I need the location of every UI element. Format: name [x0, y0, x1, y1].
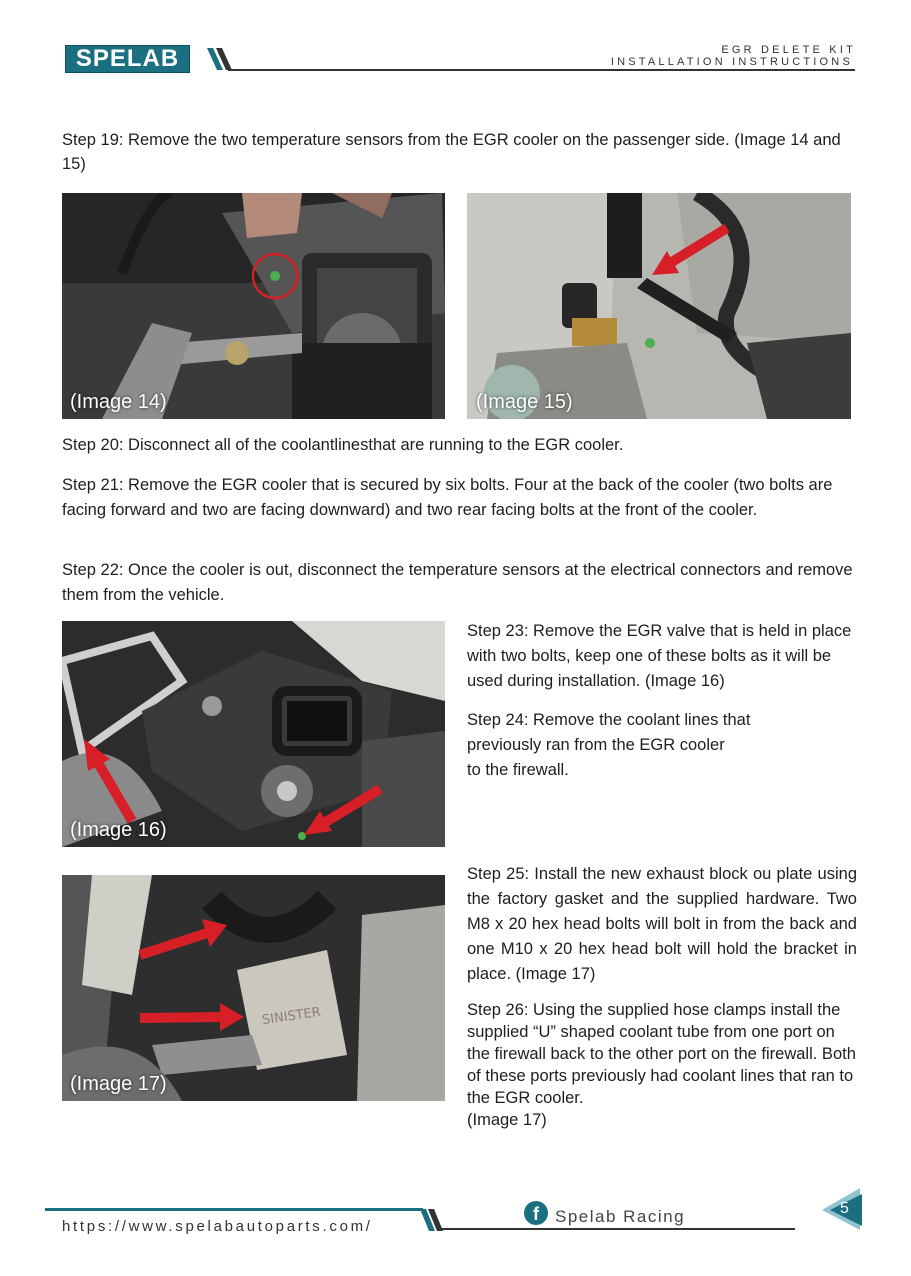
step-24-text — [467, 708, 862, 783]
spelab-logo: SPELAB — [65, 45, 190, 73]
step-24-line-1: Step 24: Remove the coolant lines that — [467, 711, 751, 729]
step-20-text: Step 20: Disconnect all of the coolantlinesthat are running to the EGR cooler. — [62, 436, 624, 454]
page-number: 5 — [840, 1200, 849, 1217]
image-15 — [467, 193, 851, 419]
header-rule — [228, 69, 855, 71]
footer-rule-teal — [45, 1208, 423, 1211]
step-21-text: Step 21: Remove the EGR cooler that is secured by six bolts. Four at the back of the cooler (two bolts are facing forward and two are facing downward) and two rear facing bolts at the front of the cooler. — [62, 476, 833, 519]
header-title — [610, 44, 856, 68]
image-17-caption: (Image 17) — [70, 1073, 167, 1095]
svg-text:SINISTER: SINISTER — [261, 1004, 322, 1029]
header-title-line2: INSTALLATION INSTRUCTIONS — [610, 56, 853, 68]
step-24-line-3: to the firewall. — [467, 761, 569, 779]
header-title-line1: EGR DELETE KIT — [721, 44, 856, 56]
image-16-caption: (Image 16) — [70, 819, 167, 841]
image-14 — [62, 193, 445, 419]
step-24-line-2: previously ran from the EGR cooler — [467, 736, 725, 754]
footer-rule-dark — [440, 1228, 795, 1230]
step-25-text: Step 25: Install the new exhaust block ou plate using the factory gasket and the supplied hardware. Two M8 x 20 hex head bolts will bolt in from the back and one M10 x 20 hex head bolt will hold the bracket in place. (Image 17) — [467, 865, 857, 983]
step-26-image-ref: (Image 17) — [467, 1111, 547, 1129]
facebook-icon[interactable]: f — [524, 1201, 548, 1225]
image-17 — [62, 875, 445, 1101]
footer-social-link[interactable]: Spelab Racing — [555, 1207, 686, 1226]
step-23-text: Step 23: Remove the EGR valve that is held in place with two bolts, keep one of these bolts as it will be used during installation. (Image 16) — [467, 622, 852, 690]
image-14-caption: (Image 14) — [70, 391, 167, 413]
step-22-text: Step 22: Once the cooler is out, disconnect the temperature sensors at the electrical connectors and remove them from the vehicle. — [62, 561, 853, 604]
step-26-text: Step 26: Using the supplied hose clamps install the supplied “U” shaped coolant tube from one port on the firewall back to the other port on the firewall. Both of these ports previously had coolant lines that ran to the EGR cooler. — [467, 1001, 856, 1107]
step-19-text: Step 19: Remove the two temperature sensors from the EGR cooler on the passenger side. (Image 14 and 15) — [62, 131, 841, 173]
image-15-caption: (Image 15) — [476, 391, 573, 413]
footer-website-link[interactable]: https://www.spelabautoparts.com/ — [62, 1218, 373, 1235]
image-16 — [62, 621, 445, 847]
